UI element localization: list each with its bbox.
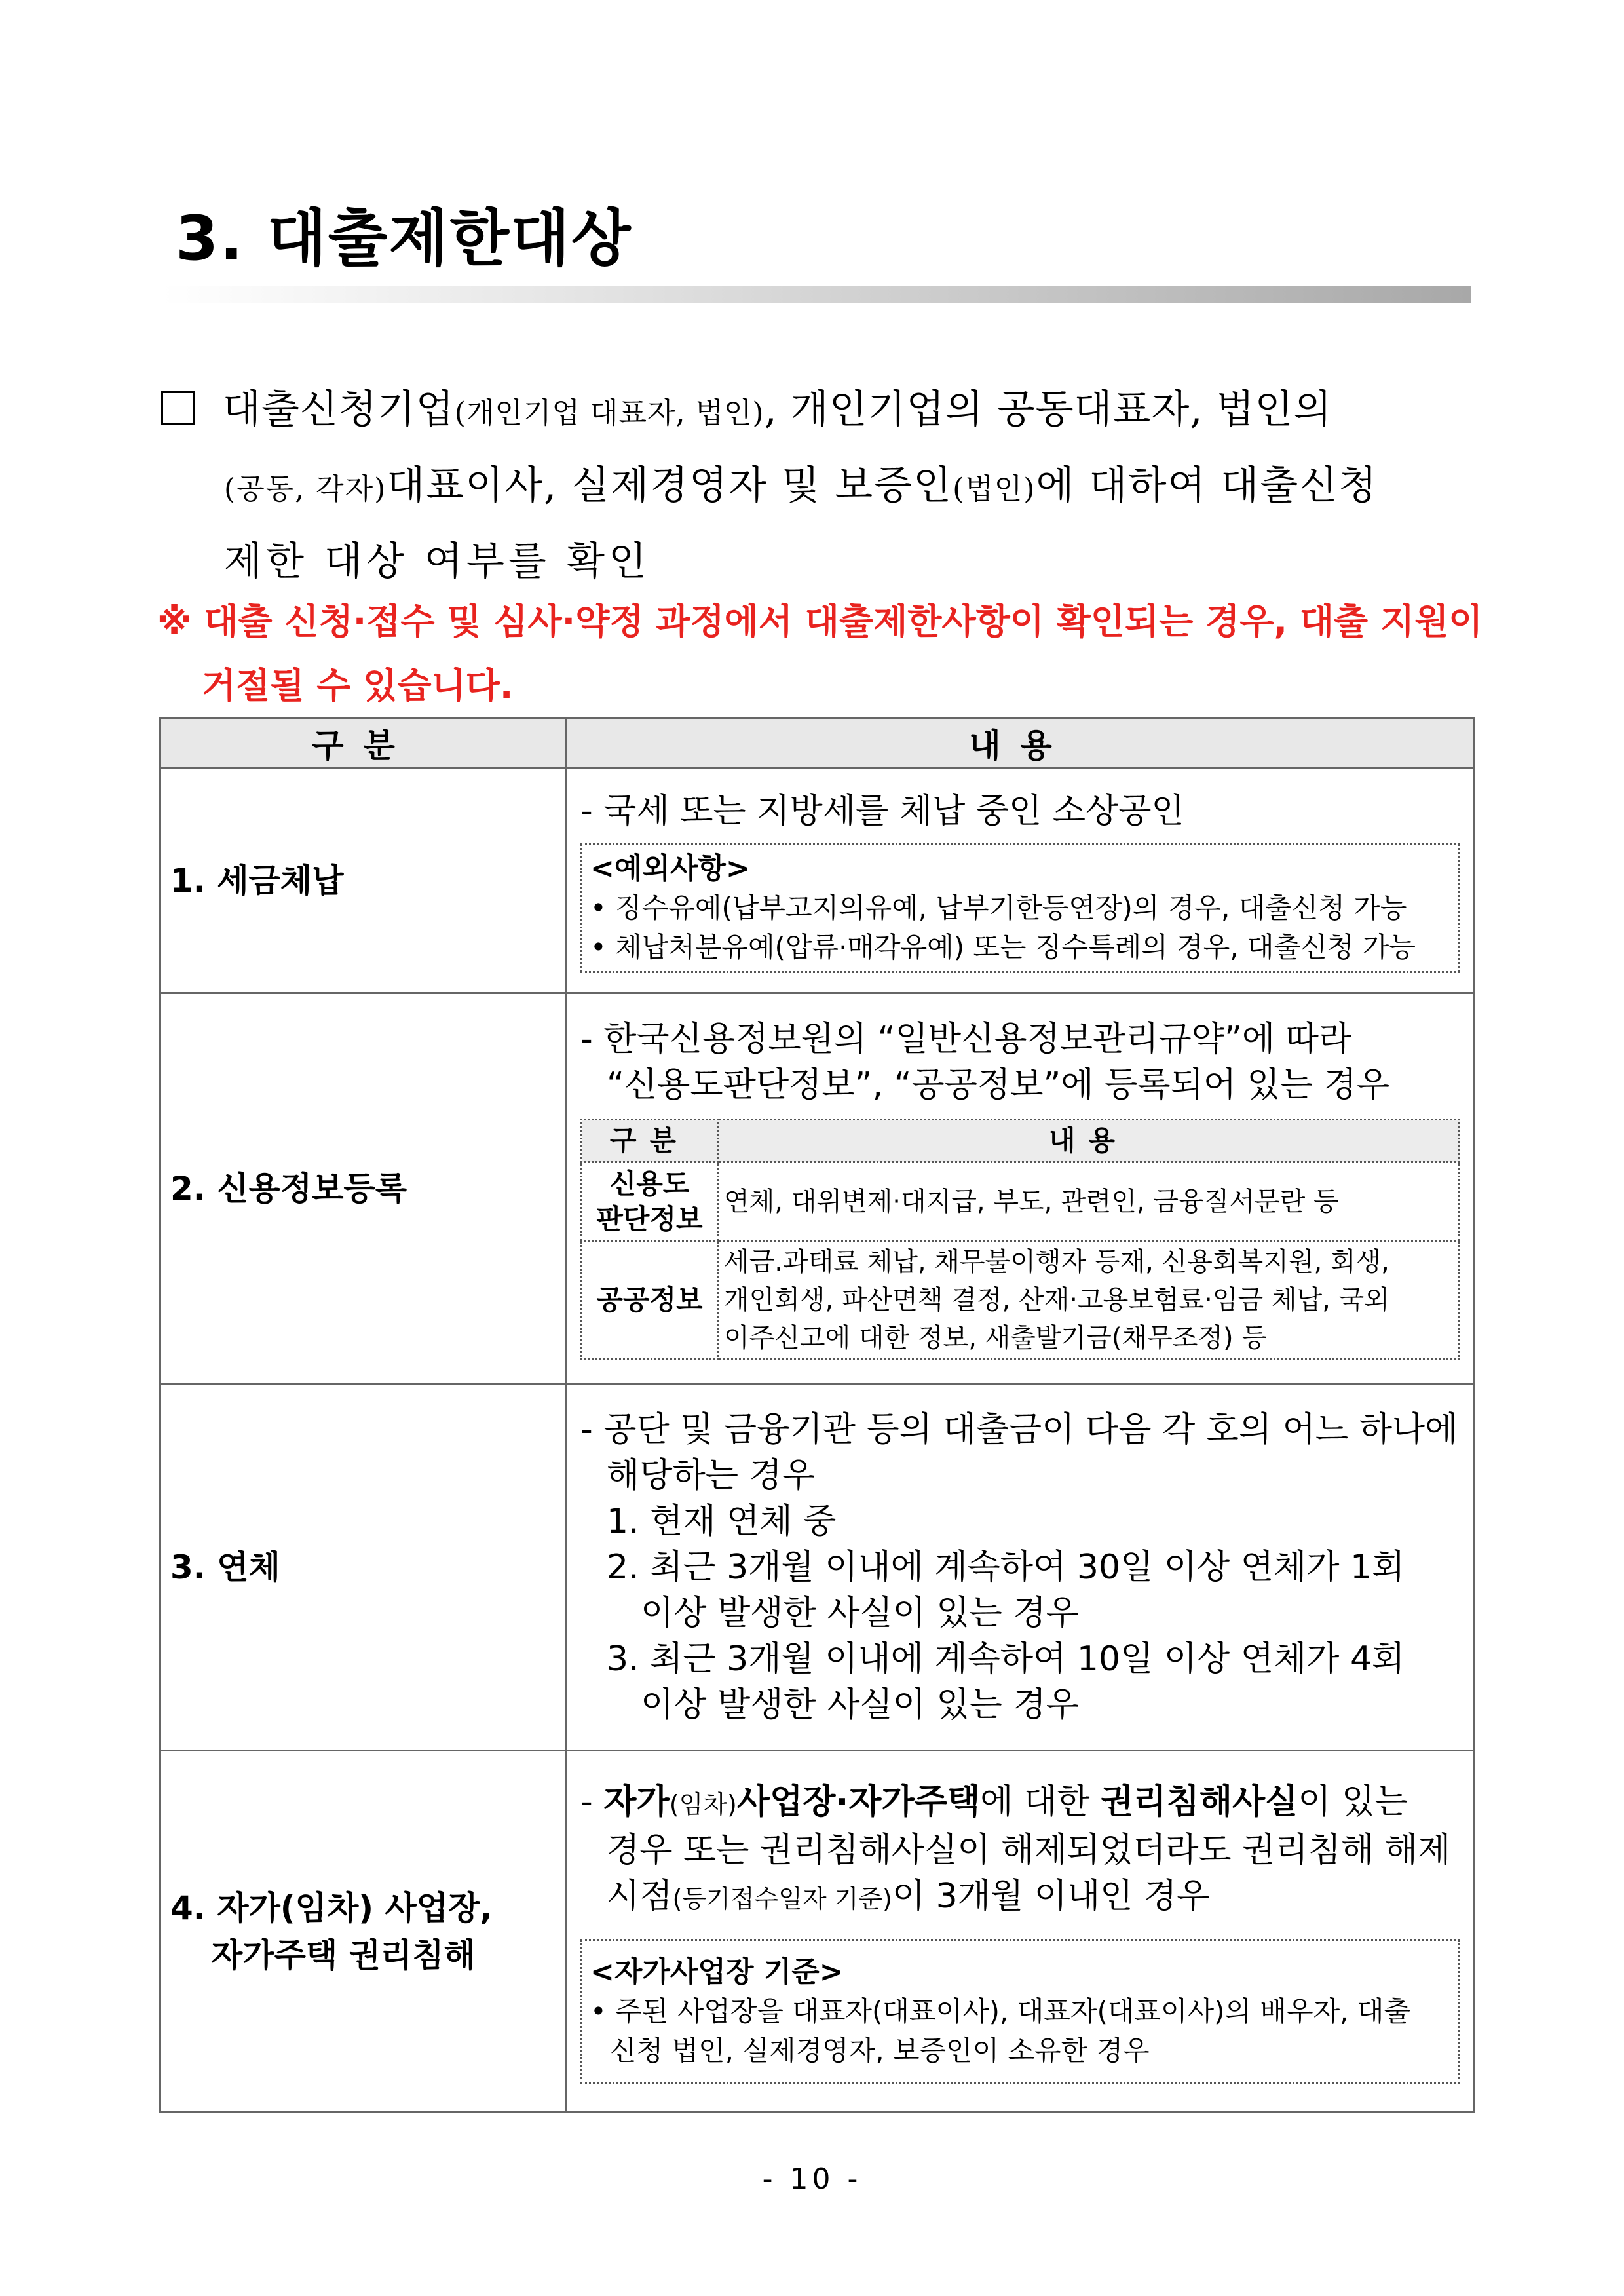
table-header-row (161, 719, 1475, 768)
content-line: 이상 발생한 사실이 있는 경우 (641, 1593, 1079, 1633)
content-line: - 한국신용정보원의 “일반신용정보관리규약”에 따라 (580, 1020, 1352, 1059)
inner-header-category: 구분 (582, 1120, 718, 1162)
table-row-credit (161, 993, 1475, 1384)
category-overdue: 3. 연체 (161, 1384, 567, 1751)
inner-value-line: 이주신고에 대한 정보, 새출발기금(채무조정) 등 (724, 1323, 1267, 1353)
standard-box (580, 1939, 1460, 2084)
intro-line-3: 제한 대상 여부를 확인 (224, 539, 651, 584)
table-row-overdue (161, 1384, 1475, 1751)
inner-row (582, 1162, 1460, 1241)
inner-key (582, 1162, 718, 1241)
plain-text: 에 대한 (980, 1782, 1090, 1822)
inner-header-row (582, 1120, 1460, 1162)
small-text: (임차) (669, 1789, 737, 1819)
dash-text: - (580, 1782, 593, 1822)
warning-line-1: ※ 대출 신청·접수 및 심사·약정 과정에서 대출제한사항이 확인되는 경우, 대출 지원이 (157, 601, 1483, 642)
plain-text: 시점 (607, 1876, 673, 1916)
intro-paragraph (157, 373, 1481, 598)
credit-info-table (580, 1119, 1460, 1360)
header-content: 내용 (567, 719, 1475, 768)
page-number: - 10 - (762, 2162, 862, 2196)
intro-text: 에 대하여 대출신청 (1036, 463, 1378, 508)
intro-small-text: (개인기업 대표자, 법인) (454, 396, 765, 430)
content-line: “신용도판단정보”, “공공정보”에 등록되어 있는 경우 (607, 1065, 1390, 1105)
inner-key (582, 1241, 718, 1360)
content-line: 1. 현재 연체 중 (607, 1501, 837, 1541)
intro-line-1 (157, 373, 1481, 450)
restriction-table (159, 718, 1475, 2113)
content-line: 3. 최근 3개월 이내에 계속하여 10일 이상 연체가 4회 (607, 1639, 1405, 1679)
table-row-tax (161, 768, 1475, 993)
checkbox-icon (161, 391, 195, 425)
standard-item: • 주된 사업장을 대표자(대표이사), 대표자(대표이사)의 배우자, 대출 (590, 1995, 1410, 2027)
exception-item: • 징수유예(납부고지의유예, 납부기한등연장)의 경우, 대출신청 가능 (590, 891, 1407, 924)
content-line (580, 1779, 1460, 1827)
inner-value (718, 1162, 1460, 1241)
table-row-property (161, 1751, 1475, 2113)
standard-item: 신청 법인, 실제경영자, 보증인이 소유한 경우 (610, 2034, 1150, 2067)
intro-text: 대출신청기업 (223, 387, 455, 432)
content-line: 해당하는 경우 (607, 1455, 815, 1495)
category-line: 자가주택 권리침해 (211, 1936, 476, 1974)
content-credit (567, 993, 1475, 1384)
category-line: 4. 자가(임차) 사업장, (170, 1888, 493, 1927)
content-line: 2. 최근 3개월 이내에 계속하여 30일 이상 연체가 1회 (607, 1547, 1405, 1587)
category-credit: 2. 신용정보등록 (161, 993, 567, 1384)
content-line: - 공단 및 금융기관 등의 대출금이 다음 각 호의 어느 하나에 (580, 1409, 1458, 1449)
page-title: 3. 대출제한대상 (176, 203, 632, 275)
category-tax: 1. 세금체납 (161, 768, 567, 993)
inner-key-line: 신용도 (609, 1167, 690, 1200)
content-tax (567, 768, 1475, 993)
inner-row (582, 1241, 1460, 1360)
standard-title: <자가사업장 기준> (590, 1955, 844, 1989)
exception-item: • 체납처분유예(압류·매각유예) 또는 징수특례의 경우, 대출신청 가능 (590, 930, 1416, 963)
intro-small-text: (공동, 각자) (224, 472, 387, 506)
title-underline (162, 286, 1471, 303)
content-line: 이상 발생한 사실이 있는 경우 (641, 1685, 1079, 1725)
header-category: 구분 (161, 719, 567, 768)
content-overdue (567, 1384, 1475, 1751)
bold-text: 권리침해사실 (1101, 1782, 1298, 1822)
inner-value (718, 1241, 1460, 1360)
exception-title: <예외사항> (590, 851, 750, 885)
small-text: (등기접수일자 기준) (672, 1884, 892, 1913)
plain-text: 이 3개월 이내인 경우 (892, 1876, 1210, 1916)
inner-value-line: 세금.과태료 체납, 채무불이행자 등재, 신용회복지원, 회생, (724, 1247, 1389, 1277)
content-property (567, 1751, 1475, 2113)
warning-notice (157, 590, 1487, 718)
bold-text: 사업장·자가주택 (736, 1782, 981, 1822)
plain-text: 이 있는 (1298, 1782, 1408, 1822)
bold-text: 자가 (603, 1782, 670, 1822)
warning-line-2: 거절될 수 있습니다. (202, 665, 514, 706)
inner-key-line: 공공정보 (596, 1284, 703, 1316)
content-line (580, 1873, 1460, 1922)
exception-box (580, 843, 1460, 973)
inner-value-line: 개인회생, 파산면책 결정, 산재·고용보험료·임금 체납, 국외 (724, 1285, 1389, 1315)
inner-value-line: 연체, 대위변제·대지급, 부도, 관련인, 금융질서문란 등 (724, 1186, 1339, 1217)
intro-text: 대표이사, 실제경영자 및 보증인 (387, 463, 953, 508)
content-line: - 국세 또는 지방세를 체납 중인 소상공인 (580, 791, 1184, 831)
category-property (161, 1751, 567, 2113)
intro-line-2 (157, 450, 1481, 526)
inner-header-content: 내용 (718, 1120, 1460, 1162)
intro-text: , 개인기업의 공동대표자, 법인의 (764, 387, 1332, 432)
inner-key-line: 판단정보 (596, 1202, 703, 1235)
intro-small-text: (법인) (953, 472, 1036, 506)
content-line: 경우 또는 권리침해사실이 해제되었더라도 권리침해 해제 (607, 1830, 1451, 1870)
